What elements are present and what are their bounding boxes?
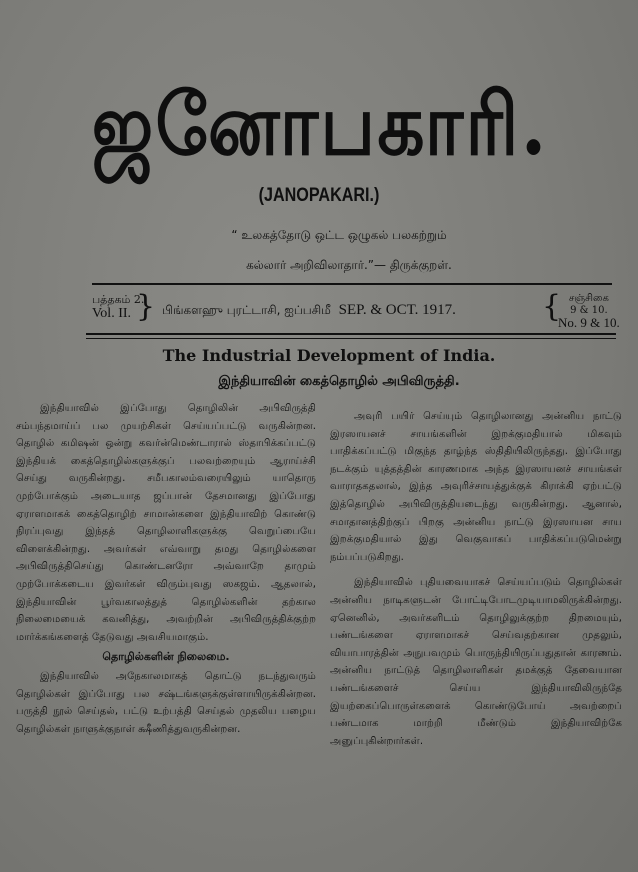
number-ta: சஞ்சிகை xyxy=(568,293,609,304)
date-ta: பிங்களஹு புரட்டாசி, ஐப்பசிமீ xyxy=(162,303,331,317)
volume-ta: பத்தகம் 2. xyxy=(92,293,145,306)
number-info xyxy=(558,293,620,329)
header-rule-bottom-thin xyxy=(86,338,616,339)
article-title-ta: இந்தியாவின் கைத்தொழில் அபிவிருத்தி. xyxy=(218,374,460,389)
volume-en: Vol. II. xyxy=(92,306,132,321)
paragraph: அவுரி பயிர் செய்யும் தொழிலானது அன்னிய நாட்டு இரஸாயனச் சாயங்களின் இறக்குமதியால் மிகவும் பாதிக்கப்பட்டு மிகுந்த தாழ்ந்த ஸ்திதியிலிருந்தது. இப்போது நடக்கும் யுத்தத்தின் காரணமாக அந்த இரஸாயனச் சாயங்கள் வாராதகதலால், இந்த அவுரிச்சாயத்துக்குக் கிராக்கி ஏற்பட்டு இத்தொழில் அபிவிருத்தியடைந்து வருகின்றது. ஆனால், சமாதானத்திற்குப் பிறகு அன்னிய நாட்டு இரஸாயன சாய இறக்குமதியால் இது வெகுவாகப் பாதிக்கப்படுமென்று நம்பப்படுகிறது. xyxy=(330,411,622,563)
date-en: SEP. & OCT. 1917. xyxy=(338,302,456,318)
section-heading: தொழில்களின் நிலைமை. xyxy=(102,650,230,664)
paragraph: இந்தியாவில் புதியவையாகச் செய்யப்படும் தொழில்கள் அன்னிய நாடிகளுடன் போட்டிபோடமுடியாமலிருக்கின்றது. ஏனெனில், அவர்களிடம் தொழிலுக்குற்ற திறமையும், பண்டங்களை ஏராளமாகச் செய்வதற்கான முதலும், வியாபாரத்தின் அநுபவமும் பொருந்தியிருப்பதுதான் காரணம். அன்னிய நாட்டுத் தொழிலாளிகள் தமக்குத் தேவையான பண்டங்களைச் செய்ய இந்தியாவிலிருந்தே இயற்கைப்பொருள்களைக் கொண்டுபோய் அவற்றைப் பண்டமாக மாற்றி மீண்டும் இந்தியாவிற்கே அனுப்புகின்றார்கள். xyxy=(330,577,622,747)
paragraph: இந்தியாவில் அநேகாலமாகத் தொட்டு நடந்துவரும் தொழில்கள் இப்போது பல சஷ்டங்களுக்குள்ளாயிருக்கின்றன. பருத்தி நூல் செய்தல், பட்டு உற்பத்தி செய்தல் முதலிய பழைய தொழில்கள் நாளுக்குநாள் க்ஷீணித்துவருகின்றன. xyxy=(16,670,316,735)
epigraph-line-1: “ உலகத்தோடு ஒட்ட ஒழுகல் பலகற்றும் xyxy=(231,228,447,242)
brace-right: { xyxy=(542,289,562,324)
brace-left: } xyxy=(136,289,156,324)
masthead-subtitle: (JANOPAKARI.) xyxy=(258,185,380,206)
article-column-right xyxy=(330,408,622,750)
header-rule-bottom xyxy=(86,333,616,335)
issue-date xyxy=(162,302,456,319)
epigraph-line-2: கல்லார் அறிவிலாதார்.”— திருக்குறள். xyxy=(246,258,452,272)
number-digits: 9 & 10. xyxy=(570,305,608,316)
article-title-en: The Industrial Development of India. xyxy=(162,346,496,365)
article-column-left xyxy=(16,400,316,738)
paragraph: இந்தியாவில் இப்போது தொழிலின் அபிவிருத்தி சம்பந்தமாய்ப் பல முயற்சிகள் செய்யப்பட்டு வருகின்றன. தொழில் கமிஷன் ஒன்று கவர்ன்மெண்டாரால் ஸ்தாபிக்கப்பட்டு இந்தியக் கைத்தொழில்களுக்குப் பலவற்றையும் ஆராய்ச்சி செய்து வருகின்றது. சமீபகாலம்வரையிலும் யாதொரு முற்போக்கும் அடையாத ஜப்பான் தேசமானது இப்போது ஏராளமாகக் கைத்தொழிற் சாமான்களை இந்தியாவிற் கொண்டு நிரப்புவது இந்தத் தொழிலாளிகளுக்கு வெறுப்பையே விளைக்கின்றது. அவர்கள் எவ்வாறு தமது தொழில்களை அபிவிருத்திசெய்து கொண்டனரோ அவ்வாறே தாமும் முற்போக்கடைய இவர்கள் விரும்புவது ஸகஜம். ஆதலால், இந்தியாவின் பூர்வகாலத்துத் தொழில்களின் தற்கால நிலைமையைக் கவனித்து, அவற்றின் அபிவிருத்திக்குற்ற மார்க்கங்களைத் தேடுவது அவசியமாகும். xyxy=(16,403,316,643)
masthead-title: ஜனோபகாரி. xyxy=(91,75,549,175)
number-en: No. 9 & 10. xyxy=(558,315,620,330)
header-rule-top xyxy=(92,283,612,285)
